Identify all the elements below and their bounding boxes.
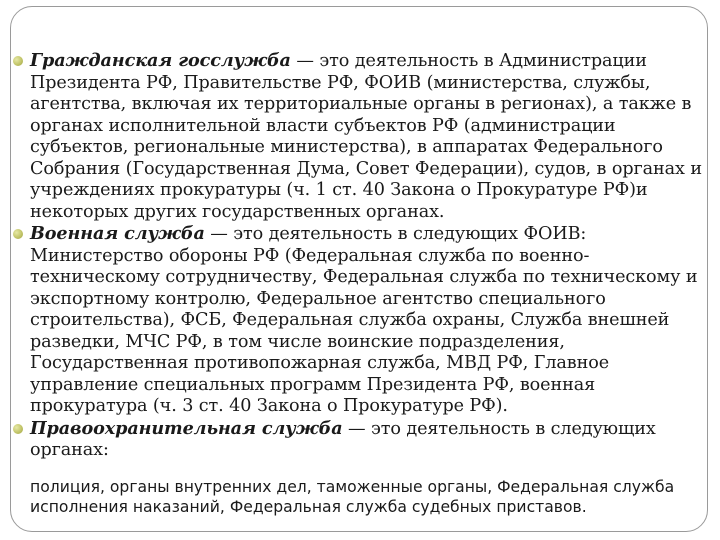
definition-law-enforcement-service: — это деятельность в следующих органах: [30,418,656,460]
bullet-civil-service [12,50,712,223]
bullet-military-service [12,223,712,418]
slide-content [12,50,712,517]
definition-civil-service: — это деятельность в Администрации Президента РФ, Правительстве РФ, ФОИВ (министерства, службы, агентства, включая их территориальные органы в регионах), а также в органах исполнительной власти субъектов РФ (администрации субъектов, региональные министерства), в аппаратах Федерального Собрания (Государственная Дума, Совет Федерации), судов, в органах и учреждениях прокуратуры (ч. 1 ст. 40 Закона о Прокуратуре РФ)и некоторых других государственных органах. [30,51,702,222]
bullet-icon [13,424,23,434]
term-civil-service: Гражданская госслужба [30,50,291,71]
bullet-icon [13,229,23,239]
definition-military-service: — это деятельность в следующих ФОИВ: Министерство обороны РФ (Федеральная служба по военно-техническому сотрудничеству, Федеральная служба по техническому и экспортному контролю, Федеральное агентство специального строительства), ФСБ, Федеральная служба охраны, Служба внешней разведки, МЧС РФ, в том числе воинские подразделения, Государственная противопожарная служба, МВД РФ, Главное управление специальных программ Президента РФ, военная прокуратура (ч. 3 ст. 40 Закона о Прокуратуре РФ). [30,224,698,416]
term-military-service: Военная служба [30,223,205,244]
bullet-icon [13,56,23,66]
bullet-law-enforcement-service [12,418,712,462]
term-law-enforcement-service: Правоохранительная служба [30,417,343,439]
law-enforcement-bodies-list: полиция, органы внутренних дел, таможенные органы, Федеральная служба исполнения наказаний, Федеральная служба судебных приставов. [30,477,675,516]
